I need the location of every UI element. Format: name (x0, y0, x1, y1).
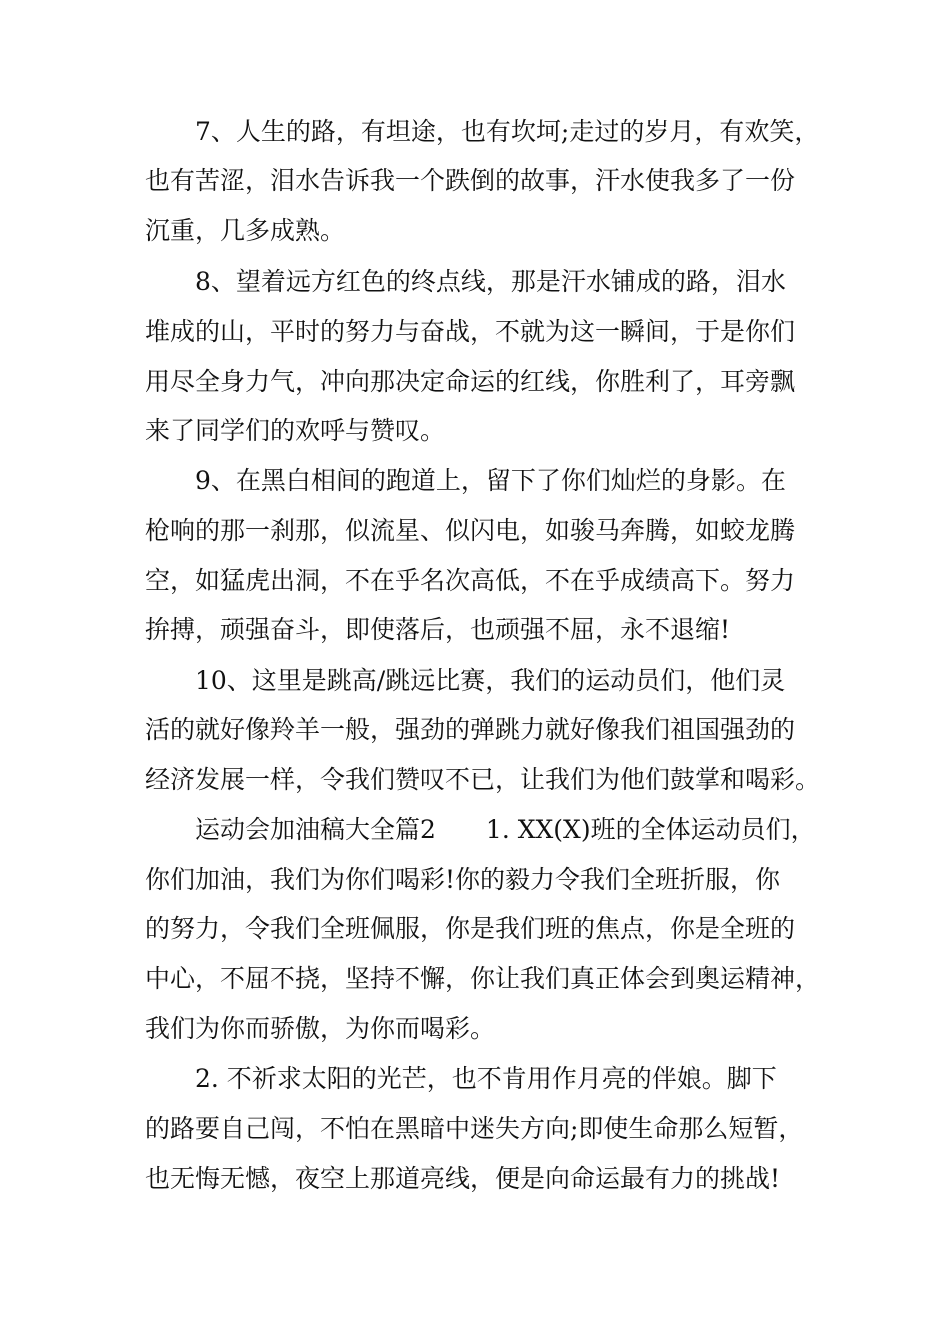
paragraph-line: 拚搏，顽强奋斗，即使落后，也顽强不屈，永不退缩! (145, 615, 731, 644)
paragraph-line: 活的就好像羚羊一般，强劲的弹跳力就好像我们祖国强劲的 (145, 715, 796, 744)
paragraph-line: 也有苦涩，泪水告诉我一个跌倒的故事，汗水使我多了一份 (145, 166, 796, 195)
paragraph-line: 用尽全身力气，冲向那决定命运的红线，你胜利了，耳旁飘 (145, 367, 796, 396)
section-heading-line: 运动会加油稿大全篇2 1. XX(X)班的全体运动员们， (195, 815, 816, 844)
paragraph-line: 沉重，几多成熟。 (145, 216, 346, 245)
paragraph-line: 9、在黑白相间的跑道上，留下了你们灿烂的身影。在 (195, 466, 786, 495)
paragraph-line: 的路要自己闯，不怕在黑暗中迷失方向;即使生命那么短暂， (145, 1114, 804, 1143)
paragraph-line: 7、人生的路，有坦途，也有坎坷;走过的岁月，有欢笑， (195, 117, 820, 146)
paragraph-line: 8、望着远方红色的终点线，那是汗水铺成的路，泪水 (195, 267, 786, 296)
paragraph-line: 来了同学们的欢呼与赞叹。 (145, 416, 446, 445)
paragraph-line: 你们加油，我们为你们喝彩!你的毅力令我们全班折服，你 (145, 865, 781, 894)
paragraph-line: 的努力，令我们全班佩服，你是我们班的焦点，你是全班的 (145, 914, 796, 943)
paragraph-line: 空，如猛虎出洞，不在乎名次高低，不在乎成绩高下。努力 (145, 566, 796, 595)
paragraph-line: 中心，不屈不挠，坚持不懈，你让我们真正体会到奥运精神， (145, 964, 821, 993)
paragraph-line: 10、这里是跳高/跳远比赛，我们的运动员们，他们灵 (195, 666, 786, 695)
paragraph-line: 我们为你而骄傲，为你而喝彩。 (145, 1014, 496, 1043)
paragraph-line: 枪响的那一刹那，似流星、似闪电，如骏马奔腾，如蛟龙腾 (145, 516, 796, 545)
paragraph-line: 经济发展一样，令我们赞叹不已，让我们为他们鼓掌和喝彩。 (145, 765, 821, 794)
paragraph-line: 堆成的山，平时的努力与奋战，不就为这一瞬间，于是你们 (145, 317, 796, 346)
paragraph-line: 也无悔无憾，夜空上那道亮线，便是向命运最有力的挑战! (145, 1164, 781, 1193)
paragraph-line: 2. 不祈求太阳的光芒，也不肯用作月亮的伴娘。脚下 (195, 1064, 777, 1093)
